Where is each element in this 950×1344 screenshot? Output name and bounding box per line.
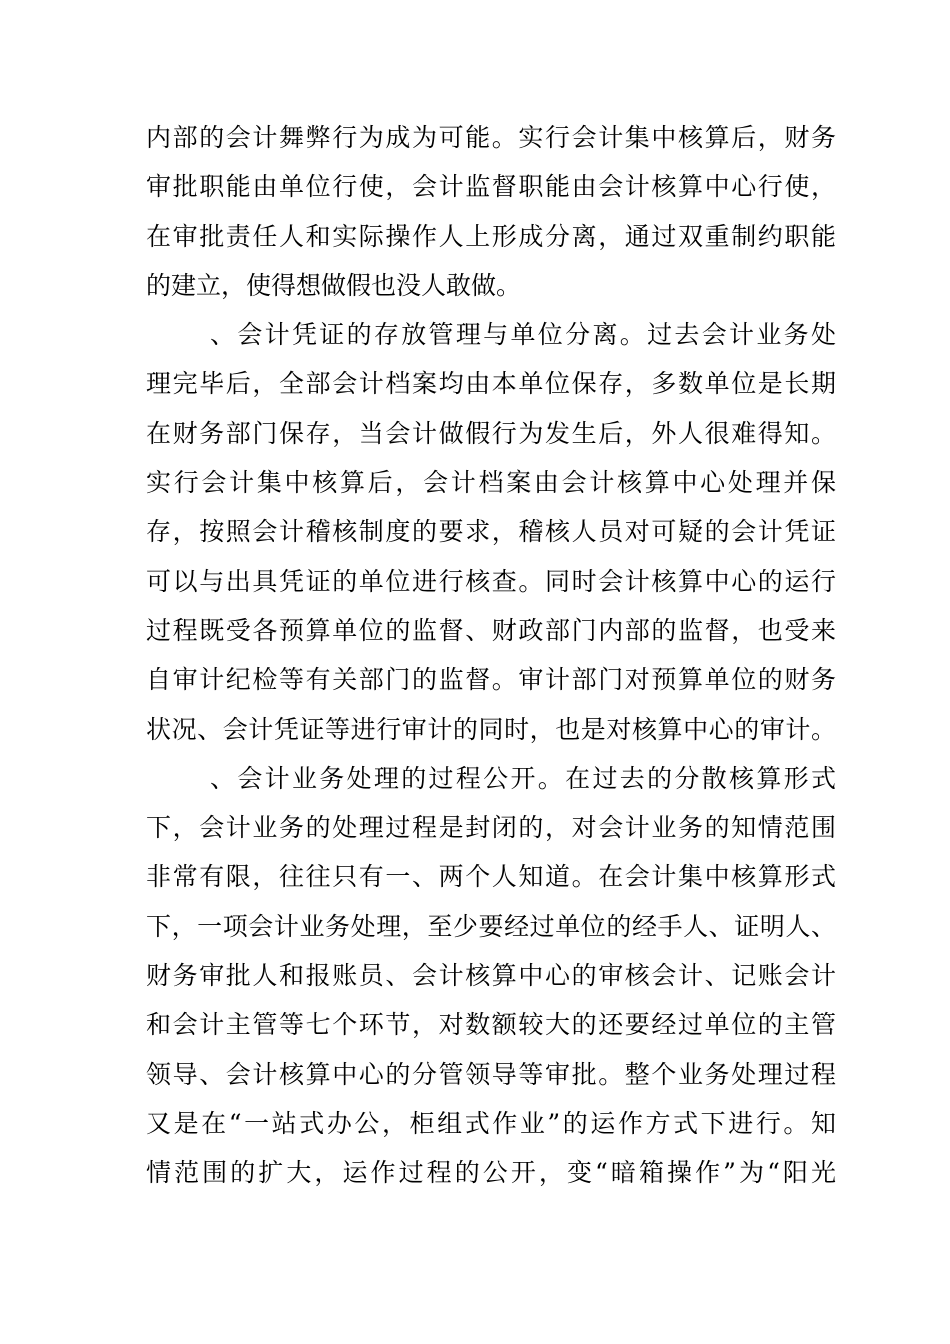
text-line: 在审批责任人和实际操作人上形成分离，通过双重制约职能 bbox=[146, 221, 836, 251]
text-line: 领导、会计核算中心的分管领导等审批。整个业务处理过程 bbox=[146, 1059, 836, 1089]
text-line: 下，会计业务的处理过程是封闭的，对会计业务的知情范围 bbox=[146, 813, 836, 843]
text-line: 审批职能由单位行使，会计监督职能由会计核算中心行使， bbox=[146, 172, 836, 202]
text-line: 状况、会计凭证等进行审计的同时，也是对核算中心的审计。 bbox=[146, 714, 836, 744]
text-line: 下，一项会计业务处理，至少要经过单位的经手人、证明人、 bbox=[146, 911, 836, 941]
text-line: 情范围的扩大，运作过程的公开，变“暗箱操作”为“阳光 bbox=[146, 1158, 836, 1188]
text-line: 和会计主管等七个环节，对数额较大的还要经过单位的主管 bbox=[146, 1010, 836, 1040]
text-line: 、会计业务处理的过程公开。在过去的分散核算形式 bbox=[210, 763, 836, 793]
text-line: 可以与出具凭证的单位进行核查。同时会计核算中心的运行 bbox=[146, 566, 836, 596]
text-line: 实行会计集中核算后，会计档案由会计核算中心处理并保 bbox=[146, 468, 836, 498]
text-line: 存，按照会计稽核制度的要求，稽核人员对可疑的会计凭证 bbox=[146, 517, 836, 547]
text-line: 又是在“一站式办公，柜组式作业”的运作方式下进行。知 bbox=[146, 1108, 836, 1138]
text-line: 自审计纪检等有关部门的监督。审计部门对预算单位的财务 bbox=[146, 665, 836, 695]
text-line: 内部的会计舞弊行为成为可能。实行会计集中核算后，财务 bbox=[146, 123, 836, 152]
text-line: 理完毕后，全部会计档案均由本单位保存，多数单位是长期 bbox=[146, 369, 836, 399]
text-line: 在财务部门保存，当会计做假行为发生后，外人很难得知。 bbox=[146, 418, 836, 448]
text-line: 财务审批人和报账员、会计核算中心的审核会计、记账会计 bbox=[146, 961, 836, 991]
document-body bbox=[146, 113, 836, 1198]
text-line: 过程既受各预算单位的监督、财政部门内部的监督，也受来 bbox=[146, 615, 836, 645]
text-line: 、会计凭证的存放管理与单位分离。过去会计业务处 bbox=[210, 320, 836, 350]
text-line: 非常有限，往往只有一、两个人知道。在会计集中核算形式 bbox=[146, 862, 836, 892]
text-line: 的建立，使得想做假也没人敢做。 bbox=[146, 270, 522, 300]
